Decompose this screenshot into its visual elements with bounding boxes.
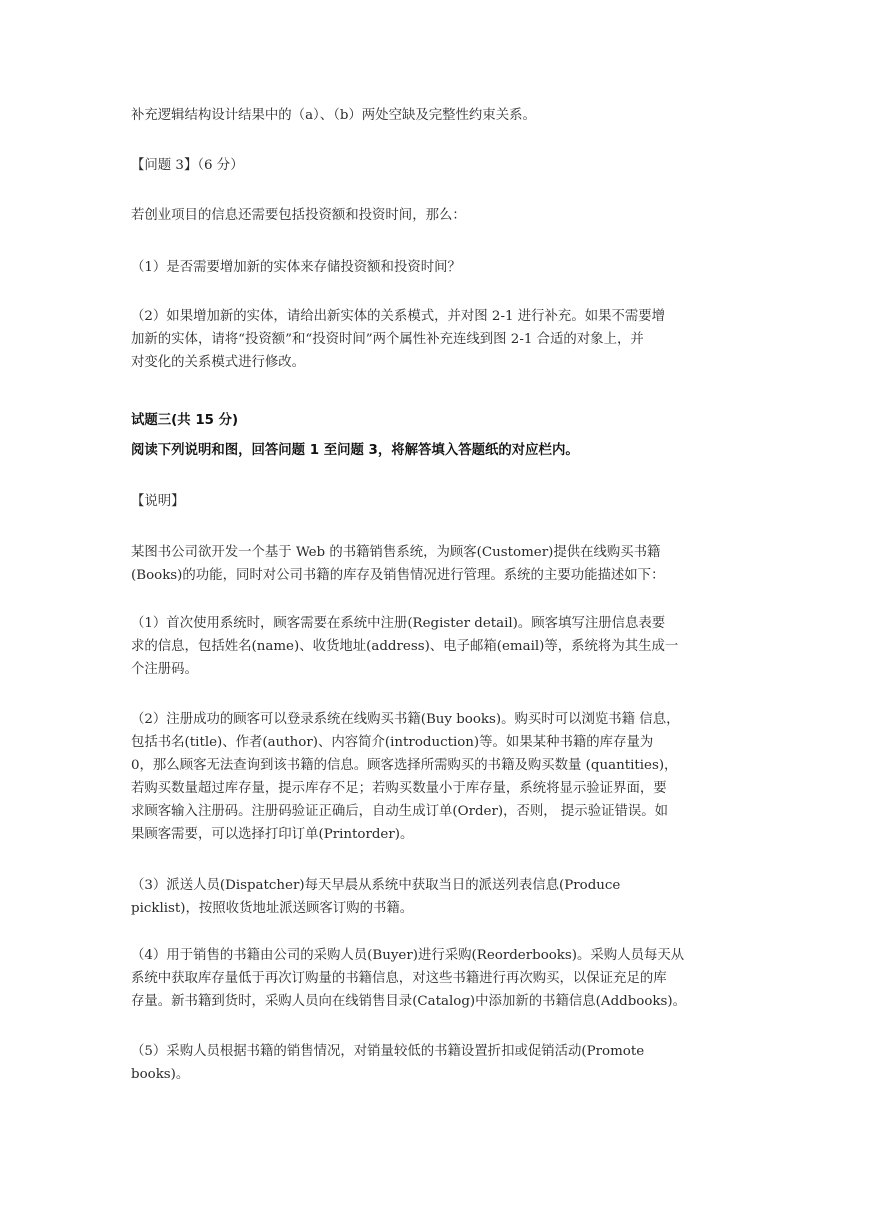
paragraph-complete-logical-design bbox=[131, 104, 741, 127]
text-line: （4）用于销售的书籍由公司的采购人员(Buyer)进行采购(Reorderbooks)。采购人员每天从 bbox=[131, 948, 685, 963]
text-line: 求顾客输入注册码。注册码验证正确后，自动生成订单(Order)，否则， 提示验证错误。如 bbox=[131, 804, 669, 819]
paragraph-system-overview bbox=[131, 541, 741, 587]
text-line: 对变化的关系模式进行修改。 bbox=[131, 355, 306, 370]
text-line: books)。 bbox=[131, 1067, 190, 1082]
paragraph-function-3-dispatch bbox=[131, 874, 741, 920]
text-line: 个注册码。 bbox=[131, 662, 198, 677]
text-line: 存量。新书籍到货时，采购人员向在线销售目录(Catalog)中添加新的书籍信息(Addbooks)。 bbox=[131, 994, 687, 1009]
paragraph-function-2-buy-books bbox=[131, 708, 741, 846]
text-line: (Books)的功能，同时对公司书籍的库存及销售情况进行管理。系统的主要功能描述如下： bbox=[131, 568, 665, 583]
paragraph-question-3-item-1 bbox=[131, 256, 741, 279]
text-line: 0，那么顾客无法查询到该书籍的信息。顾客选择所需购买的书籍及购买数量 (quantities)， bbox=[131, 758, 678, 773]
question-3-heading bbox=[131, 154, 741, 177]
text-line: （1）首次使用系统时，顾客需要在系统中注册(Register detail)。顾客填写注册信息表要 bbox=[131, 616, 666, 631]
text-line: （2）如果增加新的实体，请给出新实体的关系模式，并对图 2-1 进行补充。如果不需要增 bbox=[131, 309, 666, 324]
text-line: 求的信息，包括姓名(name)、收货地址(address)、电子邮箱(email)等，系统将为其生成一 bbox=[131, 639, 679, 654]
text-line: 加新的实体，请将“投资额”和“投资时间”两个属性补充连线到图 2-1 合适的对象上，并 bbox=[131, 332, 644, 347]
text-line: 果顾客需要，可以选择打印订单(Printorder)。 bbox=[131, 827, 414, 842]
text-line: 某图书公司欲开发一个基于 Web 的书籍销售系统，为顾客(Customer)提供在线购买书籍 bbox=[131, 545, 661, 560]
text-line: 包括书名(title)、作者(author)、内容简介(introduction)等。如果某种书籍的库存量为 bbox=[131, 735, 654, 750]
paragraph-function-4-reorder bbox=[131, 944, 741, 1013]
text-line: 【问题 3】（6 分） bbox=[131, 158, 244, 173]
paragraph-function-5-promote bbox=[131, 1040, 741, 1086]
text-line: 若创业项目的信息还需要包括投资额和投资时间，那么： bbox=[131, 208, 466, 223]
text-line: （2）注册成功的顾客可以登录系统在线购买书籍(Buy books)。购买时可以浏览书籍 信息， bbox=[131, 712, 680, 727]
text-line: 系统中获取库存量低于再次订购量的书籍信息，对这些书籍进行再次购买，以保证充足的库 bbox=[131, 971, 667, 986]
paragraph-function-1-register bbox=[131, 612, 741, 681]
instruction-text: 阅读下列说明和图，回答问题 1 至问题 3，将解答填入答题纸的对应栏内。 bbox=[131, 443, 579, 458]
text-line: （3）派送人员(Dispatcher)每天早晨从系统中获取当日的派送列表信息(Produce bbox=[131, 878, 621, 893]
text-line: picklist)，按照收货地址派送顾客订购的书籍。 bbox=[131, 901, 414, 916]
text-line: （5）采购人员根据书籍的销售情况，对销量较低的书籍设置折扣或促销活动(Promote bbox=[131, 1044, 645, 1059]
section-heading-exam-3 bbox=[131, 409, 741, 432]
text-line: 【说明】 bbox=[131, 494, 185, 509]
heading-text: 试题三(共 15 分) bbox=[131, 413, 239, 428]
section-instruction bbox=[131, 439, 741, 462]
paragraph-question-3-item-2 bbox=[131, 305, 741, 374]
description-label bbox=[131, 490, 741, 513]
text-line: （1）是否需要增加新的实体来存储投资额和投资时间？ bbox=[131, 260, 461, 275]
text-line: 补充逻辑结构设计结果中的（a）、（b）两处空缺及完整性约束关系。 bbox=[131, 108, 536, 123]
paragraph-investment-info bbox=[131, 204, 741, 227]
text-line: 若购买数量超过库存量，提示库存不足；若购买数量小于库存量，系统将显示验证界面，要 bbox=[131, 781, 667, 796]
